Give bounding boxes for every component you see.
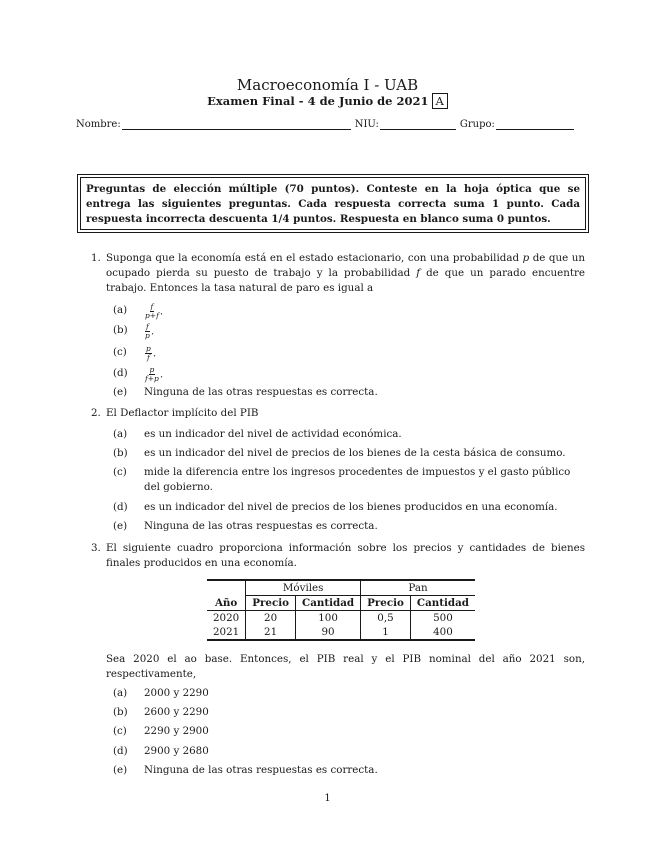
name-field[interactable]: [122, 119, 351, 130]
page-number: 1: [324, 793, 331, 804]
group-header-moviles: Móviles: [246, 580, 361, 596]
question-number: 3.: [91, 542, 101, 554]
fraction: $\frac{p}{f+p}$: [145, 365, 159, 383]
group-field[interactable]: [496, 119, 574, 130]
col-header-price: Precio: [246, 596, 296, 611]
fraction: $\frac{f}{p+f}$: [145, 302, 159, 320]
instructions-text: Preguntas de elección múltiple (70 puntos). Conteste en la hoja óptica que se entrega las siguientes preguntas. Cada respuesta correcta suma 1 punto. Cada respuesta incorrecta descuenta 1/4 puntos. Respuesta en blanco suma 0 puntos.: [80, 177, 586, 230]
question-number: 1.: [91, 252, 101, 264]
instructions-box: [77, 174, 589, 233]
question-3: [91, 541, 585, 571]
price-quantity-table: [207, 579, 475, 641]
exam-subtitle: [0, 93, 655, 109]
student-fields: [76, 119, 578, 130]
question-text: El siguiente cuadro proporciona información sobre los precios y cantidades de bienes finales producidos en una economía.: [106, 542, 585, 569]
exam-version-badge: A: [432, 93, 448, 109]
question-text: Suponga que la economía está en el estado estacionario, con una probabilidad p de que un ocupado pierda su puesto de trabajo y la probabilidad f de que un parado encuentre trabajo. Entonces la tasa natural de paro es igual a: [106, 252, 586, 294]
col-header-price: Precio: [361, 596, 411, 611]
table-row: 2020 20 100 0,5 500: [207, 611, 475, 626]
group-label: Grupo:: [459, 119, 495, 130]
niu-field[interactable]: [380, 119, 456, 130]
niu-label: NIU:: [354, 119, 379, 130]
exam-title: Macroeconomía I - UAB: [236, 76, 419, 94]
col-header-year: Año: [214, 596, 238, 609]
question-text: El Deflactor implícito del PIB: [106, 407, 259, 419]
fraction: $\frac{f}{p}$: [145, 322, 150, 340]
question-1: [91, 251, 585, 296]
fraction: $\frac{p}{f}$: [146, 344, 151, 362]
exam-date: Examen Final - 4 de Junio de 2021: [207, 94, 429, 108]
table-row: 2021 21 90 1 400: [207, 625, 475, 640]
q2-option-c[interactable]: (c) mide la diferencia entre los ingresos procedentes de impuestos y el gasto público del gobierno.: [113, 466, 571, 493]
question-3-followup: Sea 2020 el ao base. Entonces, el PIB real y el PIB nominal del año 2021 son, respectivamente,: [106, 653, 585, 680]
question-number: 2.: [91, 407, 101, 419]
name-label: Nombre:: [76, 119, 121, 130]
group-header-pan: Pan: [361, 580, 475, 596]
question-2: [91, 406, 585, 421]
col-header-quantity: Cantidad: [296, 596, 361, 611]
col-header-quantity: Cantidad: [410, 596, 475, 611]
